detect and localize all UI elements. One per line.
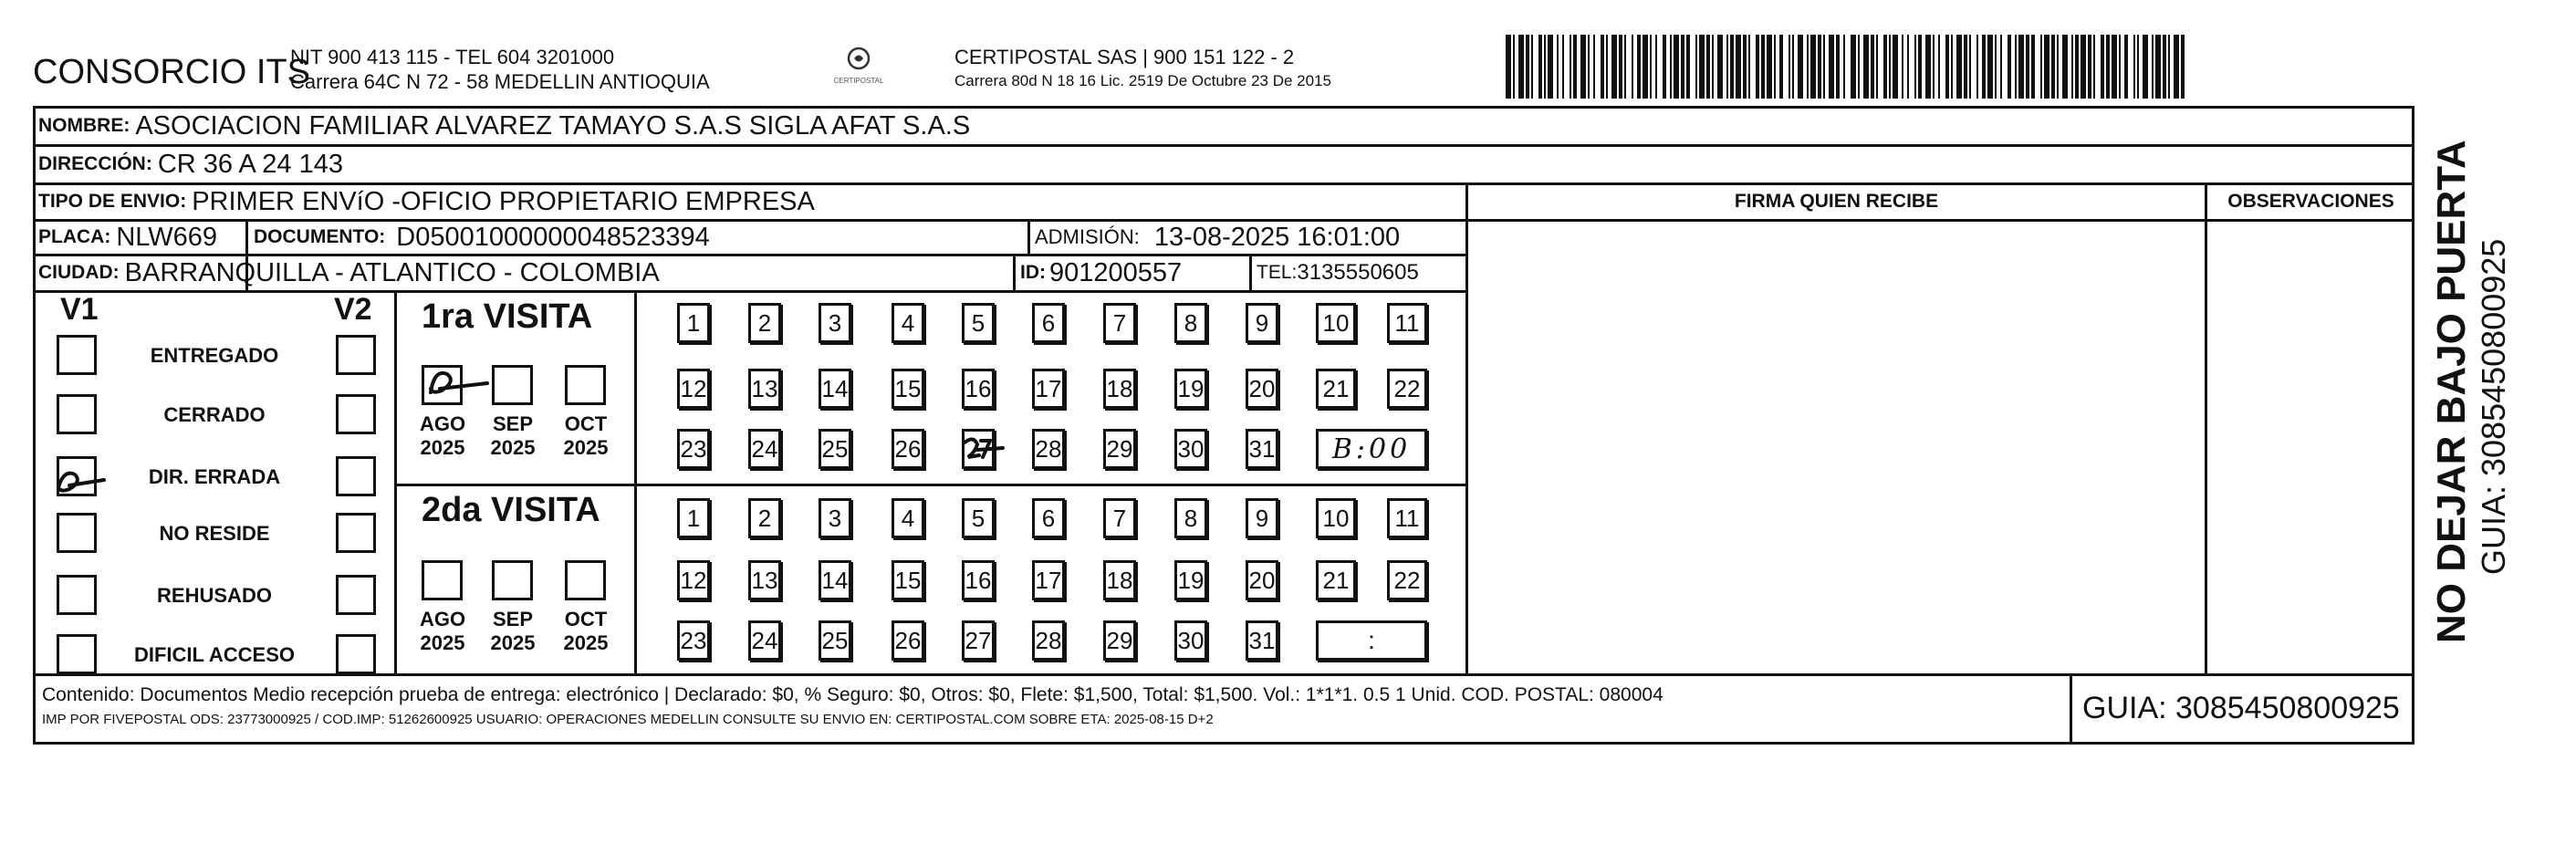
barcode-bar xyxy=(1717,35,1723,99)
barcode-bar xyxy=(1562,35,1564,99)
day-box[interactable]: 7 xyxy=(1103,303,1136,343)
barcode-bar xyxy=(2119,35,2121,99)
barcode-bar xyxy=(2101,35,2104,99)
barcode-bar xyxy=(2133,35,2135,99)
ciudad-cell xyxy=(38,255,660,291)
day-box[interactable]: 3 xyxy=(819,303,851,343)
day-box[interactable]: 8 xyxy=(1174,303,1207,343)
status-label: ENTREGADO xyxy=(150,344,279,367)
day-box[interactable]: 22 xyxy=(1387,369,1427,409)
barcode-bar xyxy=(2075,35,2079,99)
barcode-bar xyxy=(1871,35,1874,99)
v1-label: V1 xyxy=(60,292,99,327)
month-label xyxy=(411,412,475,460)
day-box[interactable]: 12 xyxy=(677,369,710,409)
month-name: SEP xyxy=(492,412,534,435)
barcode-bar xyxy=(1938,35,1940,99)
barcode-bar xyxy=(1681,35,1684,99)
barcode xyxy=(1506,35,2190,99)
footer-guia: GUIA: 3085450800925 xyxy=(2082,691,2400,725)
barcode-bar xyxy=(1987,35,1993,99)
handwritten-check-mark xyxy=(51,462,115,503)
day-box[interactable]: 23 xyxy=(677,620,710,661)
col-divider xyxy=(2205,182,2207,673)
barcode-bar xyxy=(2124,35,2128,99)
id-value: 901200557 xyxy=(1049,257,1183,287)
barcode-bar xyxy=(1823,35,1825,99)
day-box[interactable]: 19 xyxy=(1174,560,1207,600)
ciudad-label: CIUDAD: xyxy=(38,262,120,283)
side-warning: NO DEJAR BAJO PUERTA xyxy=(2429,140,2474,643)
month-year: 2025 xyxy=(420,436,465,459)
barcode-bar xyxy=(1863,35,1869,99)
tipo-envio-row xyxy=(38,183,815,220)
day-box[interactable]: 17 xyxy=(1032,560,1065,600)
status-label: REHUSADO xyxy=(157,584,272,607)
month-label xyxy=(481,608,545,655)
day-box[interactable]: 18 xyxy=(1103,560,1136,600)
nombre-label: NOMBRE: xyxy=(38,115,130,136)
barcode-bar xyxy=(1807,35,1809,99)
barcode-bar xyxy=(2174,35,2179,99)
id-label: ID: xyxy=(1020,262,1046,283)
day-box[interactable]: 18 xyxy=(1103,369,1136,409)
v1-checkbox[interactable] xyxy=(57,575,97,615)
barcode-bar xyxy=(1674,35,1679,99)
day-box[interactable]: 31 xyxy=(1246,620,1278,661)
day-box[interactable]: 9 xyxy=(1246,303,1278,343)
day-box[interactable]: 10 xyxy=(1316,303,1356,343)
barcode-bar xyxy=(1695,35,1697,99)
barcode-bar xyxy=(1670,35,1672,99)
placa-cell xyxy=(38,220,217,255)
handwritten-time: B:00 xyxy=(1331,432,1412,465)
barcode-bar xyxy=(1513,35,1515,99)
barcode-bar xyxy=(1836,35,1840,99)
day-box[interactable]: 6 xyxy=(1032,303,1065,343)
day-box[interactable]: 14 xyxy=(819,369,851,409)
v2-label: V2 xyxy=(334,292,372,327)
tel-label: TEL: xyxy=(1257,262,1298,283)
nombre-value: ASOCIACION FAMILIAR ALVAREZ TAMAYO S.A.S SIGLA AFAT S.A.S xyxy=(135,110,971,141)
col-divider xyxy=(1027,219,1030,254)
barcode-bar xyxy=(1774,35,1776,99)
month-label xyxy=(481,412,545,460)
row-divider xyxy=(33,144,2414,147)
barcode-bar xyxy=(1686,35,1690,99)
day-box[interactable]: 21 xyxy=(1316,369,1356,409)
v2-checkbox[interactable] xyxy=(336,575,376,615)
barcode-bar xyxy=(1951,35,1953,99)
day-box[interactable]: 4 xyxy=(892,303,924,343)
barcode-bar xyxy=(1843,35,1845,99)
barcode-bar xyxy=(1810,35,1816,99)
barcode-bar xyxy=(1593,35,1595,99)
barcode-bar xyxy=(2093,35,2095,99)
month-name: OCT xyxy=(564,608,608,630)
day-box[interactable]: 6 xyxy=(1032,498,1065,538)
day-box[interactable]: 28 xyxy=(1032,620,1065,661)
barcode-bar xyxy=(1588,35,1590,99)
day-box[interactable]: 12 xyxy=(677,560,710,600)
visit-time-box[interactable] xyxy=(1316,429,1427,469)
second-visit-label: 2da VISITA xyxy=(422,491,600,529)
barcode-bar xyxy=(1995,35,1997,99)
day-box[interactable]: 28 xyxy=(1032,429,1065,469)
barcode-bar xyxy=(1699,35,1705,99)
month-name: AGO xyxy=(419,412,466,435)
month-label xyxy=(554,608,618,655)
barcode-bar xyxy=(2143,35,2148,99)
logo-text: CERTIPOSTAL xyxy=(833,77,884,85)
barcode-bar xyxy=(1767,35,1772,99)
barcode-bar xyxy=(1580,35,1586,99)
day-box[interactable]: 16 xyxy=(962,369,995,409)
month-checkbox-oct[interactable] xyxy=(565,365,606,405)
barcode-bar xyxy=(1538,35,1542,99)
month-checkbox-oct[interactable] xyxy=(565,560,606,600)
day-box[interactable]: 23 xyxy=(677,429,710,469)
day-box[interactable]: 24 xyxy=(748,620,781,661)
direccion-value: CR 36 A 24 143 xyxy=(157,149,343,179)
day-box[interactable]: 13 xyxy=(748,369,781,409)
day-box[interactable]: 29 xyxy=(1103,429,1136,469)
barcode-bar xyxy=(1829,35,1834,99)
day-box[interactable]: 20 xyxy=(1246,560,1278,600)
day-box[interactable]: 26 xyxy=(892,620,924,661)
placa-value: NLW669 xyxy=(116,222,218,252)
barcode-bar xyxy=(1650,35,1652,99)
barcode-bar xyxy=(1761,35,1765,99)
day-box[interactable]: 20 xyxy=(1246,369,1278,409)
barcode-bar xyxy=(1925,35,1931,99)
col-divider xyxy=(394,290,397,673)
day-box[interactable]: 27 xyxy=(962,620,995,661)
v2-checkbox[interactable] xyxy=(336,456,376,496)
month-name: AGO xyxy=(419,608,466,630)
barcode-bar xyxy=(2071,35,2073,99)
barcode-bar xyxy=(1902,35,1903,99)
barcode-bar xyxy=(1544,35,1546,99)
status-label: DIFICIL ACCESO xyxy=(133,643,295,666)
day-box[interactable]: 7 xyxy=(1103,498,1136,538)
day-box[interactable]: 17 xyxy=(1032,369,1065,409)
month-year: 2025 xyxy=(490,631,536,654)
time-placeholder: : xyxy=(1368,626,1375,654)
day-box[interactable]: 14 xyxy=(819,560,851,600)
barcode-bar xyxy=(1712,35,1714,99)
carrier-nit-line: CERTIPOSTAL SAS | 900 151 122 - 2 xyxy=(954,46,1295,68)
barcode-bar xyxy=(2137,35,2139,99)
barcode-bar xyxy=(1798,35,1803,99)
documento-label: DOCUMENTO: xyxy=(254,226,386,247)
barcode-bar xyxy=(1933,35,1935,99)
day-box[interactable]: 24 xyxy=(748,429,781,469)
company-name: CONSORCIO ITS xyxy=(33,53,311,91)
barcode-bar xyxy=(1506,35,1511,99)
barcode-bar xyxy=(2155,35,2161,99)
month-year: 2025 xyxy=(490,436,536,459)
barcode-bar xyxy=(2008,35,2011,99)
v1-checkbox[interactable] xyxy=(57,634,97,674)
company-nit-line: NIT 900 413 115 - TEL 604 3201000 xyxy=(290,46,615,68)
barcode-bar xyxy=(1743,35,1747,99)
month-year: 2025 xyxy=(563,631,609,654)
day-box[interactable]: 2 xyxy=(748,498,781,538)
barcode-bar xyxy=(2112,35,2117,99)
day-box[interactable]: 4 xyxy=(892,498,924,538)
day-box[interactable]: 15 xyxy=(892,369,924,409)
day-box[interactable]: 22 xyxy=(1387,560,1427,600)
tipo-envio-value: PRIMER ENVíO -OFICIO PROPIETARIO EMPRESA xyxy=(192,186,815,216)
visit-time-box[interactable] xyxy=(1316,620,1427,661)
barcode-bar xyxy=(1907,35,1909,99)
barcode-bar xyxy=(1632,35,1633,99)
admision-value: 13-08-2025 16:01:00 xyxy=(1153,222,1401,252)
barcode-bar xyxy=(1736,35,1741,99)
documento-value: D05001000000048523394 xyxy=(396,222,710,252)
day-box[interactable]: 3 xyxy=(819,498,851,538)
barcode-bar xyxy=(2031,35,2035,99)
month-name: SEP xyxy=(492,608,534,630)
barcode-bar xyxy=(2088,35,2091,99)
tipo-envio-label: TIPO DE ENVIO: xyxy=(38,191,187,212)
day-box[interactable]: 31 xyxy=(1246,429,1278,469)
col-divider xyxy=(245,219,248,254)
v1-checkbox[interactable] xyxy=(57,335,97,375)
barcode-bar xyxy=(1748,35,1750,99)
barcode-bar xyxy=(1982,35,1986,99)
status-label: NO RESIDE xyxy=(159,522,270,545)
v2-checkbox[interactable] xyxy=(336,634,376,674)
firma-label: FIRMA QUIEN RECIBE xyxy=(1734,191,1939,212)
month-label xyxy=(554,412,618,460)
barcode-bar xyxy=(1706,35,1710,99)
barcode-bar xyxy=(1606,35,1608,99)
barcode-bar xyxy=(1726,35,1728,99)
barcode-bar xyxy=(1976,35,1978,99)
day-box[interactable]: 29 xyxy=(1103,620,1136,661)
day-box[interactable]: 11 xyxy=(1387,498,1427,538)
visit-divider xyxy=(394,484,1465,486)
day-box[interactable]: 25 xyxy=(819,620,851,661)
barcode-bar xyxy=(1518,35,1524,99)
nombre-row xyxy=(38,108,970,144)
admision-cell xyxy=(1035,220,1400,255)
barcode-bar xyxy=(1663,35,1666,99)
status-label: CERRADO xyxy=(163,403,266,426)
day-box[interactable]: 11 xyxy=(1387,303,1427,343)
barcode-bar xyxy=(1756,35,1759,99)
barcode-bar xyxy=(1601,35,1604,99)
month-checkbox-sep[interactable] xyxy=(492,365,533,405)
ciudad-value: BARRANQUILLA - ATLANTICO - COLOMBIA xyxy=(124,257,660,287)
day-box[interactable]: 8 xyxy=(1174,498,1207,538)
tel-value: 3135550605 xyxy=(1297,260,1419,285)
barcode-bar xyxy=(1643,35,1648,99)
day-box[interactable]: 5 xyxy=(962,498,995,538)
month-label xyxy=(411,608,475,655)
barcode-bar xyxy=(1548,35,1553,99)
barcode-bar xyxy=(1624,35,1626,99)
direccion-row xyxy=(38,146,343,182)
day-box[interactable]: 15 xyxy=(892,560,924,600)
barcode-bar xyxy=(1918,35,1922,99)
company-address-line: Carrera 64C N 72 - 58 MEDELLIN ANTIOQUIA xyxy=(290,70,710,93)
handwritten-month-mark xyxy=(423,361,496,412)
day-box[interactable]: 26 xyxy=(892,429,924,469)
month-year: 2025 xyxy=(563,436,609,459)
barcode-bar xyxy=(2051,35,2055,99)
barcode-bar xyxy=(2106,35,2110,99)
barcode-bar xyxy=(1611,35,1617,99)
barcode-bar xyxy=(1526,35,1529,99)
barcode-bar xyxy=(1893,35,1898,99)
barcode-bar xyxy=(1914,35,1916,99)
v1-checkbox[interactable] xyxy=(57,394,97,434)
month-name: OCT xyxy=(564,412,608,435)
barcode-bar xyxy=(2040,35,2042,99)
barcode-bar xyxy=(1779,35,1783,99)
day-box[interactable]: 30 xyxy=(1174,620,1207,661)
row-divider xyxy=(33,673,2414,676)
observaciones-label: OBSERVACIONES xyxy=(2227,191,2394,212)
barcode-bar xyxy=(1964,35,1967,99)
id-cell xyxy=(1020,255,1182,291)
barcode-bar xyxy=(1570,35,1571,99)
barcode-bar xyxy=(1883,35,1887,99)
barcode-bar xyxy=(2181,35,2185,99)
barcode-bar xyxy=(1655,35,1657,99)
day-box[interactable]: 5 xyxy=(962,303,995,343)
day-box[interactable]: 19 xyxy=(1174,369,1207,409)
day-box[interactable]: 13 xyxy=(748,560,781,600)
col-divider xyxy=(1013,254,1016,290)
barcode-bar xyxy=(2000,35,2002,99)
day-box[interactable]: 21 xyxy=(1316,560,1356,600)
col-divider xyxy=(634,290,637,673)
certipostal-logo xyxy=(826,40,892,93)
barcode-bar xyxy=(2062,35,2068,99)
month-checkbox-ago[interactable] xyxy=(422,560,463,600)
barcode-bar xyxy=(2026,35,2029,99)
first-visit-label: 1ra VISITA xyxy=(422,297,593,336)
day-box[interactable]: 10 xyxy=(1316,498,1356,538)
barcode-bar xyxy=(2163,35,2166,99)
barcode-bar xyxy=(2015,35,2017,99)
v2-checkbox[interactable] xyxy=(336,335,376,375)
day-box[interactable]: 2 xyxy=(748,303,781,343)
placa-label: PLACA: xyxy=(38,226,111,247)
day-box[interactable]: 1 xyxy=(677,303,710,343)
month-checkbox-sep[interactable] xyxy=(492,560,533,600)
day-box[interactable]: 30 xyxy=(1174,429,1207,469)
barcode-bar xyxy=(1637,35,1641,99)
v2-checkbox[interactable] xyxy=(336,394,376,434)
side-guia: GUIA: 3085450800925 xyxy=(2475,238,2512,575)
col-divider xyxy=(2070,673,2072,745)
barcode-bar xyxy=(1789,35,1790,99)
col-divider xyxy=(1465,182,1468,673)
documento-cell xyxy=(254,220,710,255)
barcode-bar xyxy=(2018,35,2024,99)
barcode-bar xyxy=(1969,35,1971,99)
barcode-bar xyxy=(1851,35,1856,99)
barcode-bar xyxy=(1619,35,1622,99)
barcode-bar xyxy=(1557,35,1559,99)
barcode-bar xyxy=(1945,35,1949,99)
v1-checkbox[interactable] xyxy=(57,513,97,553)
day-box[interactable]: 25 xyxy=(819,429,851,469)
barcode-bar xyxy=(1531,35,1533,99)
barcode-bar xyxy=(1792,35,1794,99)
barcode-bar xyxy=(2057,35,2059,99)
barcode-bar xyxy=(1889,35,1891,99)
barcode-bar xyxy=(2168,35,2170,99)
barcode-bar xyxy=(1818,35,1821,99)
day-box[interactable]: 16 xyxy=(962,560,995,600)
day-box[interactable]: 9 xyxy=(1246,498,1278,538)
direccion-label: DIRECCIÓN: xyxy=(38,153,152,174)
admision-label: ADMISIÓN: xyxy=(1035,225,1140,248)
status-label: DIR. ERRADA xyxy=(148,465,281,488)
barcode-bar xyxy=(2044,35,2049,99)
barcode-bar xyxy=(1573,35,1577,99)
barcode-bar xyxy=(1876,35,1878,99)
barcode-bar xyxy=(2081,35,2086,99)
carrier-address-line: Carrera 80d N 18 16 Lic. 2519 De Octubre 23 De 2015 xyxy=(954,72,1331,89)
barcode-bar xyxy=(1858,35,1860,99)
v2-checkbox[interactable] xyxy=(336,513,376,553)
tel-cell xyxy=(1257,255,1419,291)
col-divider xyxy=(1249,254,1252,290)
barcode-bar xyxy=(1730,35,1734,99)
imp-text: IMP POR FIVEPOSTAL ODS: 23773000925 / COD.IMP: 51262600925 USUARIO: OPERACIONES MEDELLIN CONSULTE SU ENVIO EN: CERTIPOSTAL.COM SOBRE ETA: 2025-08-15 D+2 xyxy=(42,712,1214,727)
day-box[interactable]: 1 xyxy=(677,498,710,538)
barcode-bar xyxy=(1956,35,1962,99)
barcode-bar xyxy=(2152,35,2154,99)
month-year: 2025 xyxy=(420,631,465,654)
contenido-text: Contenido: Documentos Medio recepción prueba de entrega: electrónico | Declarado: $0, % Seguro: $0, Otros: $0, Flete: $1,500, Total: $1,500. Vol.: 1*1*1. 0.5 1 Unid. COD. POSTAL: 080004 xyxy=(42,684,1663,705)
day-box-marked[interactable] xyxy=(962,429,995,469)
